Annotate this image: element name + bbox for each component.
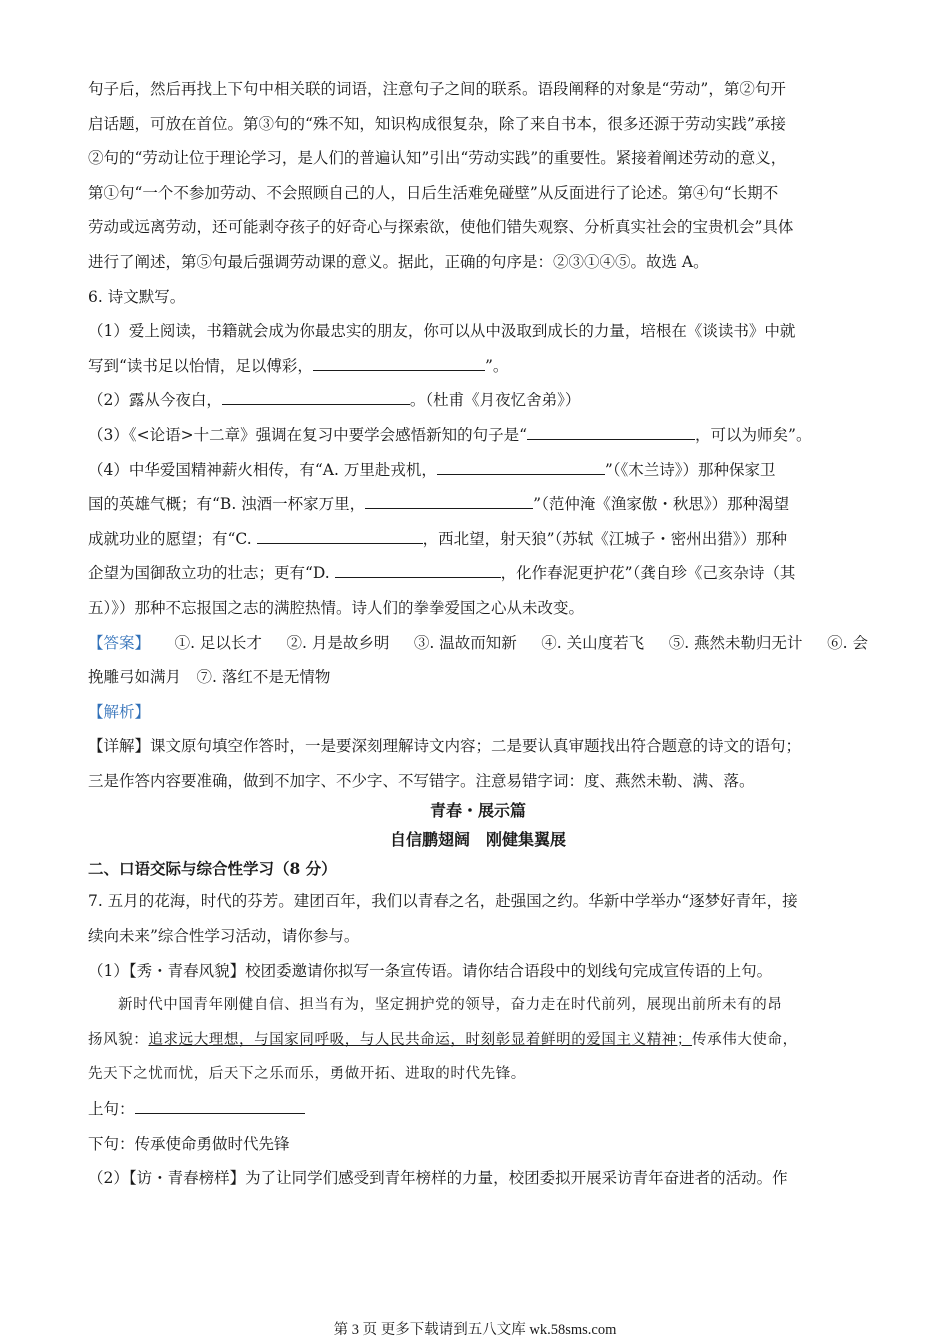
question-title: 6. 诗文默写。: [88, 287, 186, 306]
section-title: 青春・展示篇: [429, 801, 526, 821]
text-line: （1）爱上阅读，书籍就会成为你最忠实的朋友，你可以从中汲取到成长的力量，培根在《谈读书》中就: [88, 322, 796, 341]
answer-item: ②. 月是故乡明: [286, 633, 390, 652]
text-line: ②句的“劳动让位于理论学习，是人们的普遍认知”引出“劳动实践”的重要性。紧接着阐述劳动的意义，: [88, 149, 787, 168]
text-line: （2）【访・青春榜样】为了让同学们感受到青年榜样的力量，校团委拟开展采访青年奋进者的活动。作: [88, 1169, 788, 1188]
page-footer: 第 3 页 更多下载请到五八文库 wk.58sms.com: [333, 1322, 617, 1338]
analysis-paragraph: [88, 72, 868, 280]
underlined-sentence: 追求远大理想，与国家同呼吸，与人民共命运，时刻彰显着鲜明的爱国主义精神；: [148, 1031, 693, 1048]
text-line: 续向未来”综合性学习活动，请你参与。: [88, 927, 360, 946]
text-line: 国的英雄气概；有“B. 浊酒一杯家万里， ”（范仲淹《渔家傲・秋思》）那种渴望: [88, 495, 790, 514]
text-line: （1）【秀・青春风貌】校团委邀请你拟写一条宣传语。请你结合语段中的划线句完成宣传语的上句。: [88, 961, 773, 980]
answer-item: ⑥. 会: [827, 633, 868, 652]
text-line: 第①句“一个不参加劳动、不会照顾自己的人，日后生活难免碰壁”从反面进行了论述。第④句“长期不: [88, 183, 779, 202]
text-line: 进行了阐述，第⑤句最后强调劳动课的意义。据此，正确的句序是：②③①④⑤。故选 A。: [88, 252, 709, 271]
text-line: 三是作答内容要准确，做到不加字、不少字、不写错字。注意易错字词：度、燕然未勒、满、落。: [88, 771, 755, 790]
answer-blank: [257, 529, 423, 544]
answer-line-2: 挽雕弓如满月 ⑦. 落红不是无情物: [88, 668, 331, 687]
answer-item: ⑤. 燕然未勒归无计: [668, 633, 803, 652]
upper-line: 上句：: [88, 1092, 868, 1127]
text-line: 写到“读书足以怡情，足以傅彩， ”。: [88, 356, 509, 375]
answer-item: ①. 足以长才: [174, 633, 262, 652]
text-line: （3）《<论语>十二章》强调在复习中要学会感悟新知的句子是“ ，可以为师矣”。: [88, 425, 812, 444]
answer-item: ③. 温故而知新: [413, 633, 517, 652]
text-line: 启话题，可放在首位。第③句的“殊不知，知识构成很复杂，除了来自书本，很多还源于劳动实践”承接: [88, 114, 786, 133]
answer-blank: [335, 563, 501, 578]
quote-line: 新时代中国青年刚健自信、担当有为，坚定拥护党的领导，奋力走在时代前列，展现出前所未有的昂: [118, 997, 783, 1014]
section-subtitle: 自信鹏翅阔 刚健集翼展: [389, 830, 566, 850]
question-7: [88, 884, 868, 1195]
text-line: 五）》）那种不忘报国之志的满腔热情。诗人们的拳拳爱国之心从未改变。: [88, 598, 585, 617]
answer-blank: [222, 390, 410, 405]
answer-blank: [313, 356, 485, 371]
question-6: [88, 280, 868, 799]
answer-line: [88, 626, 868, 661]
answer-blank: [135, 1099, 305, 1114]
analysis-tag: 【解析】: [88, 702, 151, 721]
text-line: 成就功业的愿望；有“C. ，西北望，射天狼”（苏轼《江城子・密州出猎》）那种: [88, 529, 788, 548]
section-header: [88, 796, 868, 884]
text-line: 企望为国御敌立功的壮志；更有“D. ，化作春泥更护花”（龚自珍《己亥杂诗（其: [88, 564, 796, 583]
text-line: （4）中华爱国精神薪火相传，有“A. 万里赴戎机， ”（《木兰诗》）那种保家卫: [88, 460, 776, 479]
text-line: （2）露从今夜白， 。（杜甫《月夜忆舍弟》）: [88, 391, 581, 410]
quote-line: 先天下之忧而忧，后天下之乐而乐，勇做开拓、进取的时代先锋。: [88, 1066, 526, 1083]
quote-line: 扬风貌：追求远大理想，与国家同呼吸，与人民共命运，时刻彰显着鲜明的爱国主义精神；传承伟大使命，: [88, 1031, 798, 1048]
text-line: 【详解】课文原句填空作答时，一是要深刻理解诗文内容；二是要认真审题找出符合题意的诗文的语句；: [88, 737, 802, 756]
answer-tag: 【答案】: [88, 633, 151, 652]
document-page: [88, 72, 868, 1196]
answer-blank: [527, 425, 695, 440]
text-line: 句子后，然后再找上下句中相关联的词语，注意句子之间的联系。语段阐释的对象是“劳动”，第②句开: [88, 80, 786, 98]
section-heading: 二、口语交际与综合性学习（8 分）: [88, 859, 337, 879]
lower-line: 下句：传承使命勇做时代先锋: [88, 1134, 290, 1153]
answer-item: ④. 关山度若飞: [541, 633, 645, 652]
answer-blank: [437, 460, 605, 475]
text-line: 7. 五月的花海，时代的芬芳。建团百年，我们以青春之名，赴强国之约。华新中学举办“逐梦好青年，接: [88, 892, 798, 911]
text-line: 劳动或远离劳动，还可能剥夺孩子的好奇心与探索欲，使他们错失观察、分析真实社会的宝贵机会”具体: [88, 218, 794, 237]
answer-blank: [365, 494, 533, 509]
